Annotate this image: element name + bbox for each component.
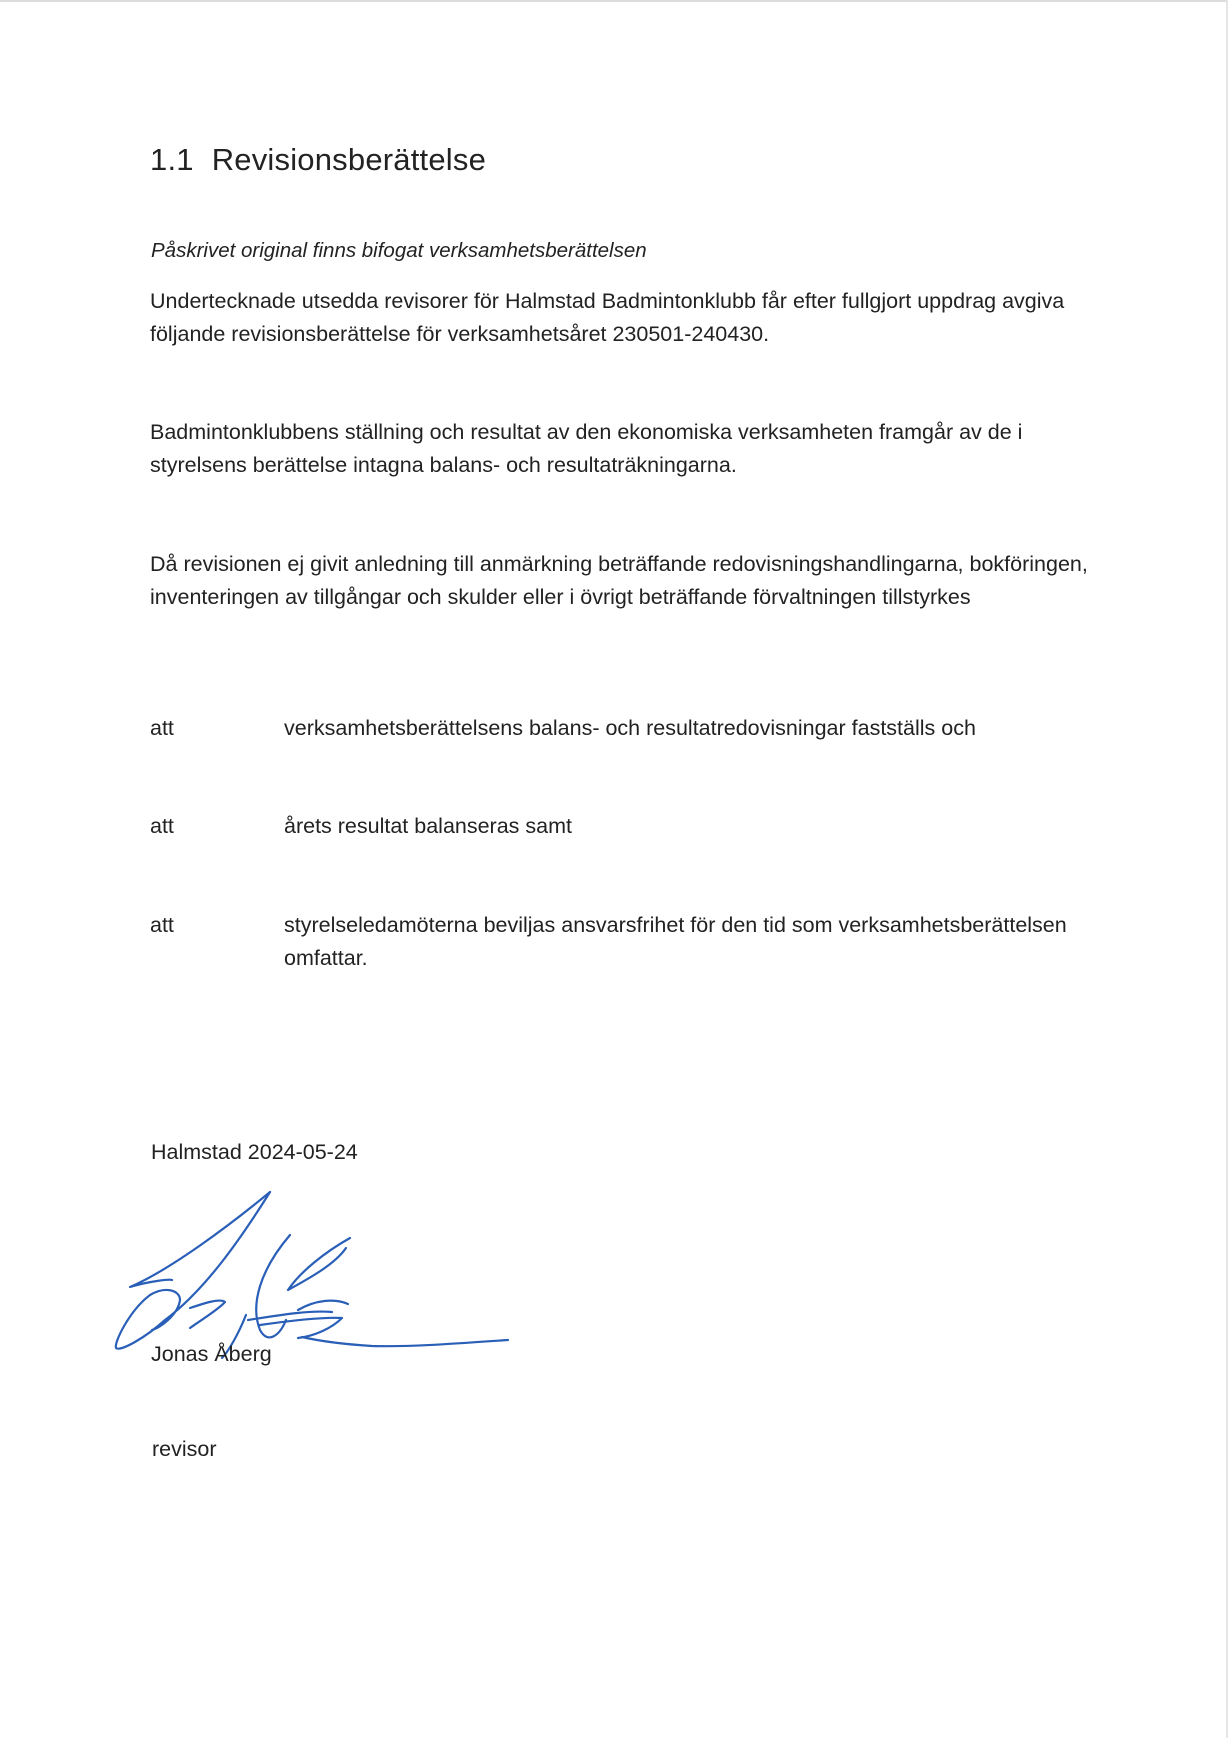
section-heading [150,142,486,178]
paragraph-intro: Undertecknade utsedda revisorer för Halmstad Badmintonklubb får efter fullgjort uppdrag avgiva följande revisionsberättelse för verksamhetsåret 230501-240430. [150,289,1065,346]
resolution-text: årets resultat balanseras samt [284,814,572,838]
resolution-text: styrelseledamöterna beviljas ansvarsfrihet för den tid som verksamhetsberättelsen omfattar. [284,913,1067,970]
section-title: Revisionsberättelse [211,142,487,177]
original-note: Påskrivet original finns bifogat verksamhetsberättelsen [151,239,647,262]
section-number: 1.1 [150,142,194,177]
place-and-date: Halmstad 2024-05-24 [151,1140,358,1164]
paragraph-audit: Då revisionen ej givit anledning till anmärkning beträffande redovisningshandlingarna, bokföringen, inventeringen av tillgångar och skulder eller i övrigt beträffande förvaltningen tillstyrkes [150,552,1088,609]
resolution-keyword: att [150,814,174,838]
paragraph-position: Badmintonklubbens ställning och resultat av den ekonomiska verksamheten framgår av de i styrelsens berättelse intagna balans- och resultaträkningarna. [150,420,1023,477]
resolution-keyword: att [150,716,174,740]
page-top-edge [0,0,1228,2]
resolution-keyword: att [150,913,174,937]
resolution-text: verksamhetsberättelsens balans- och resultatredovisningar fastställs och [284,716,976,740]
signer-name: Jonas Åberg [151,1342,272,1366]
signer-role: revisor [152,1437,217,1461]
